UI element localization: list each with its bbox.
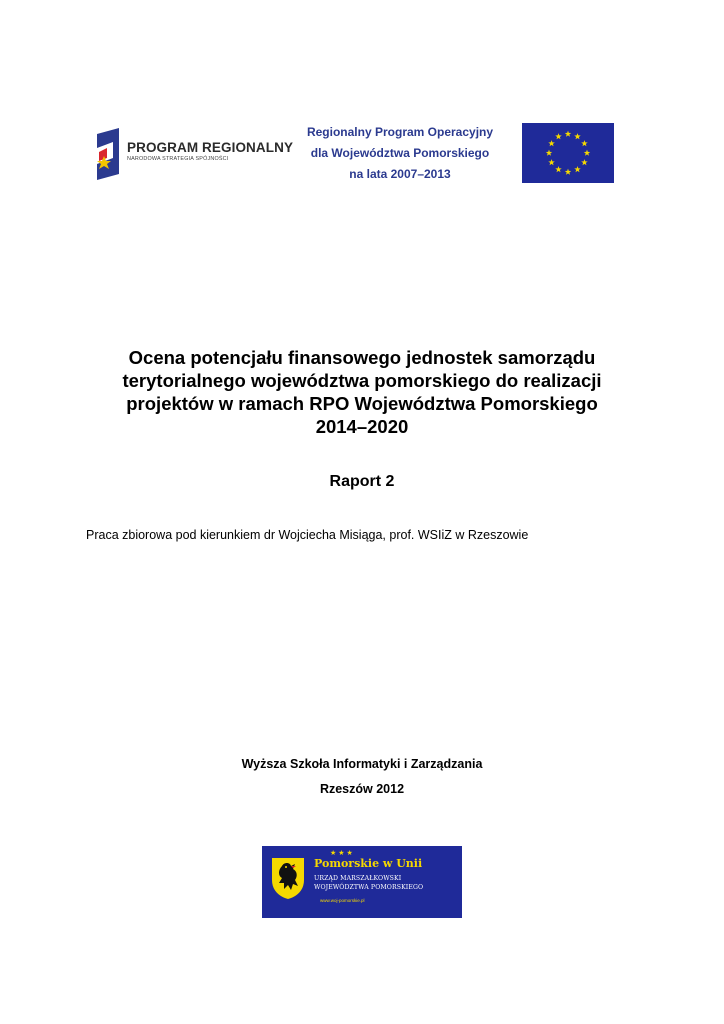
program-regionalny-subtitle: NARODOWA STRATEGIA SPÓJNOŚCI [127, 156, 229, 162]
eu-star-icon [548, 159, 554, 165]
eu-star-icon [555, 133, 561, 139]
pomorskie-url: www.woj-pomorskie.pl [320, 898, 365, 903]
eu-star-icon [581, 140, 587, 146]
pomorskie-title: Pomorskie w Unii [314, 857, 423, 870]
pomorskie-line-1: URZĄD MARSZAŁKOWSKI [314, 875, 402, 882]
pomorskie-w-unii-logo [262, 846, 462, 918]
eu-flag-icon [522, 123, 614, 183]
program-regionalny-logo [93, 128, 294, 184]
program-regionalny-mark-icon [93, 128, 123, 180]
title-line-1: Ocena potencjału finansowego jednostek samorządu [128, 347, 596, 368]
eu-stars-icon [522, 123, 614, 183]
pomorskie-line-2: WOJEWÓDZTWA POMORSKIEGO [314, 884, 424, 891]
eu-star-icon [565, 169, 571, 175]
title-line-4: 2014–2020 [315, 416, 409, 437]
eu-star-icon [555, 166, 561, 172]
griffin-crest-icon [270, 856, 306, 900]
title-line-2: terytorialnego województwa pomorskiego do realizacji [122, 370, 602, 391]
authors-line: Praca zbiorowa pod kierunkiem dr Wojciecha Misiąga, prof. WSIiZ w Rzeszowie [86, 528, 529, 542]
eu-star-icon [546, 150, 552, 156]
program-regionalny-title: PROGRAM REGIONALNY [127, 140, 294, 155]
eu-star-icon [581, 159, 587, 165]
rpo-line-1: Regionalny Program Operacyjny [306, 125, 494, 139]
eu-star-icon [548, 140, 554, 146]
report-label: Raport 2 [329, 473, 395, 490]
rpo-line-2: dla Województwa Pomorskiego [310, 146, 490, 160]
eu-star-icon [574, 133, 580, 139]
publisher-block [80, 752, 644, 802]
eu-star-icon [565, 131, 571, 137]
publisher-place-year: Rzeszów 2012 [319, 782, 405, 796]
eu-star-icon [574, 166, 580, 172]
rpo-line-3: na lata 2007–2013 [349, 167, 451, 181]
pomorskie-stars-icon: ★★★ [330, 850, 355, 857]
document-title [80, 346, 644, 438]
rpo-heading [290, 122, 510, 185]
title-line-3: projektów w ramach RPO Województwa Pomorskiego [126, 393, 598, 414]
eu-star-icon [584, 150, 590, 156]
publisher-name: Wyższa Szkoła Informatyki i Zarządzania [241, 757, 483, 771]
